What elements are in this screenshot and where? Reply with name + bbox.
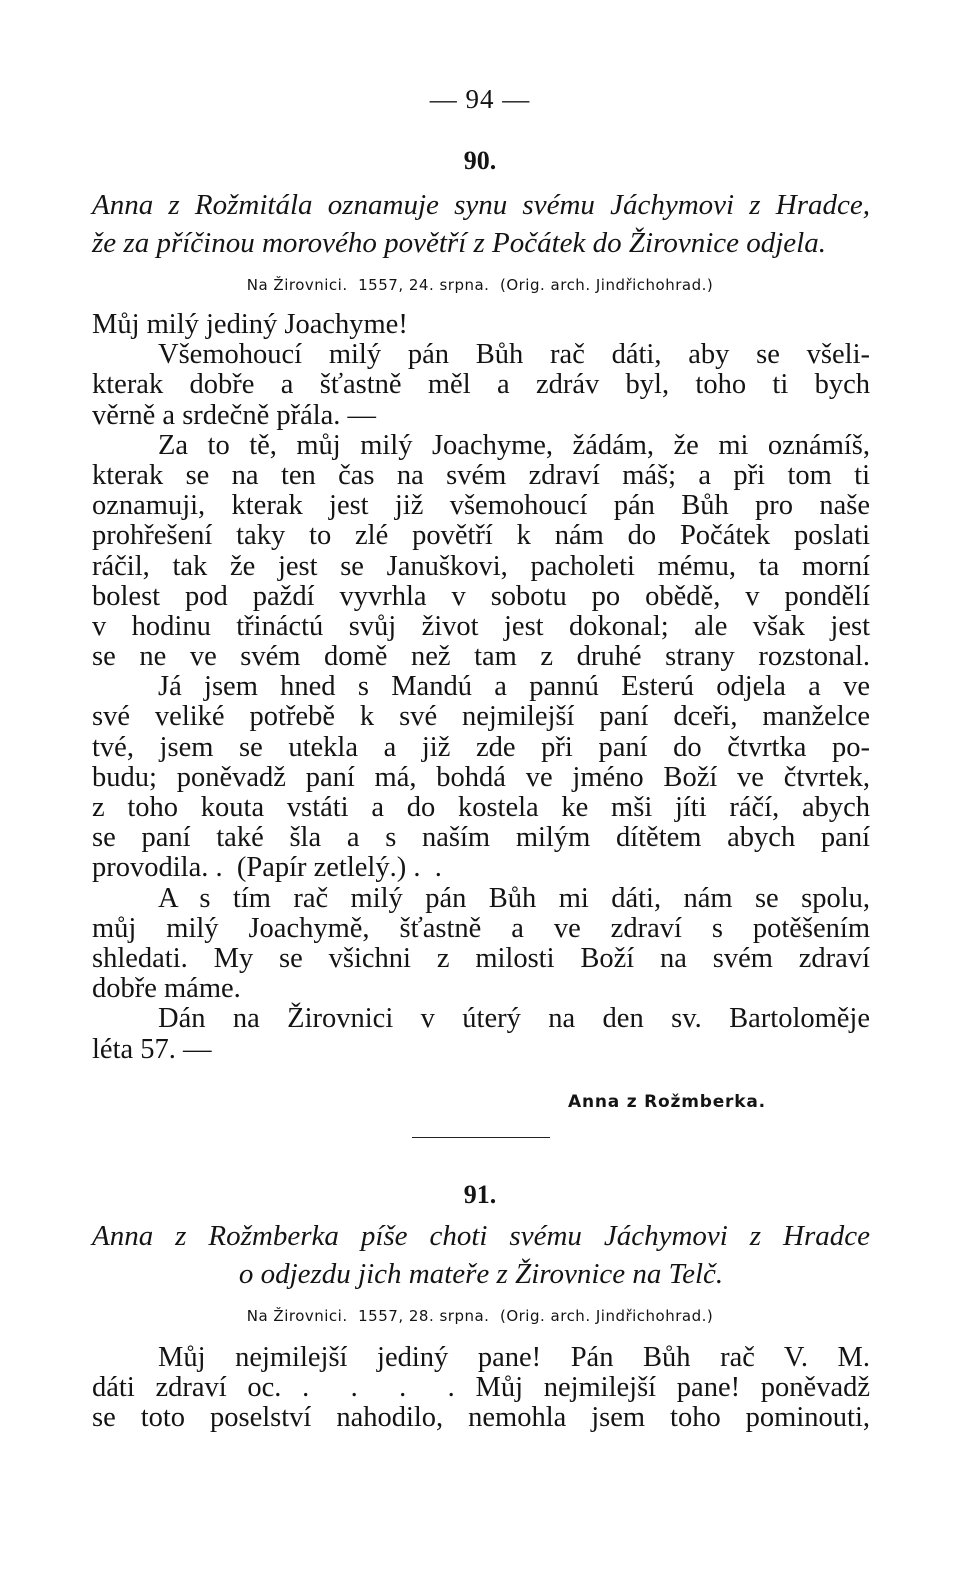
body-line: můj milý Joachymě, šťastně a ve zdraví s potěšením xyxy=(92,912,870,944)
body-line: Můj nejmilejší jediný pane! Pán Bůh rač V. M. xyxy=(158,1342,870,1373)
body-line: dáti zdraví oc. . . . . Můj nejmilejší pane! poněvadž xyxy=(92,1372,870,1404)
body-line: Já jsem hned s Mandú a pannú Esterú odjela a ve xyxy=(158,671,870,703)
page-number: — 94 — xyxy=(429,84,531,114)
body-line: léta 57. — xyxy=(92,1033,212,1065)
body-line: ráčil, tak že jest se Januškovi, pacholeti mému, ta morní xyxy=(92,550,870,582)
body-line: v hodinu třináctú svůj život jest dokonal; ale však jest xyxy=(92,610,870,642)
letter-heading xyxy=(92,1217,870,1293)
body-line: Za to tě, můj milý Joachyme, žádám, že mi oznámíš, xyxy=(158,429,870,461)
letter-number: 90. xyxy=(463,146,497,175)
body-line: dobře máme. xyxy=(92,973,241,1005)
body-line: Všemohoucí milý pán Bůh rač dáti, aby se všeli- xyxy=(158,339,870,371)
body-line: Dán na Žirovnici v úterý na den sv. Bartoloměje xyxy=(158,1003,870,1035)
body-line: tvé, jsem se utekla a již zde při paní do čtvrtka po- xyxy=(92,731,870,763)
heading-line: Anna z Rožmberka píše choti svému Jáchymovi z Hradce xyxy=(92,1220,870,1252)
body-line: své veliké potřebě k své nejmilejší paní dceři, manželce xyxy=(92,701,870,733)
body-line: bolest pod paždí vyvrhla v sobotu po obědě, v pondělí xyxy=(92,580,870,612)
body-line: kterak dobře a šťastně měl a zdráv byl, toho ti bych xyxy=(92,369,870,401)
body-line: prohřešení taky to zlé povětří k nám do Počátek poslati xyxy=(92,520,870,552)
body-line: se ne ve svém domě než tam z druhé strany rozstonal. xyxy=(92,641,870,673)
body-line: věrně a srdečně přála. — xyxy=(92,399,377,431)
body-line: budu; poněvadž paní má, bohdá ve jméno Boží ve čtvrtek, xyxy=(92,761,870,793)
body-line: shledati. My se všichni z milosti Boží na svém zdraví xyxy=(92,942,870,974)
body-line: z toho kouta vstáti a do kostela ke mši jíti ráčí, abych xyxy=(92,792,870,823)
heading-line: Anna z Rožmitála oznamuje synu svému Jáchymovi z Hradce, xyxy=(92,189,870,221)
body-line: se paní také šla a s naším milým dítětem abych paní xyxy=(92,822,870,854)
body-line: provodila. . (Papír zetlelý.) . . xyxy=(92,852,442,884)
heading-line: o odjezdu jich mateře z Žirovnice na Telč. xyxy=(238,1258,724,1290)
section-divider xyxy=(412,1137,550,1138)
body-line: A s tím rač milý pán Bůh mi dáti, nám se spolu, xyxy=(158,882,870,914)
body-line: se toto poselství nahodilo, nemohla jsem toho pominouti, xyxy=(92,1402,870,1434)
letter-body xyxy=(92,1343,870,1434)
signature: Anna z Rožmberka. xyxy=(568,1092,766,1112)
letter-meta: Na Žirovnici. 1557, 24. srpna. (Orig. arch. Jindřichohrad.) xyxy=(246,276,714,294)
letter-heading xyxy=(92,186,870,262)
heading-line: že za příčinou morového povětří z Počátek do Žirovnice odjela. xyxy=(92,227,826,259)
body-line: kterak se na ten čas na svém zdraví máš; a při tom ti xyxy=(92,459,870,491)
letter-meta: Na Žirovnici. 1557, 28. srpna. (Orig. arch. Jindřichohrad.) xyxy=(246,1307,714,1325)
letter-body xyxy=(92,310,870,1065)
body-line: Můj milý jediný Joachyme! xyxy=(92,309,408,340)
letter-number: 91. xyxy=(463,1180,497,1209)
body-line: oznamuji, kterak jest již všemohoucí pán Bůh pro naše xyxy=(92,490,870,522)
